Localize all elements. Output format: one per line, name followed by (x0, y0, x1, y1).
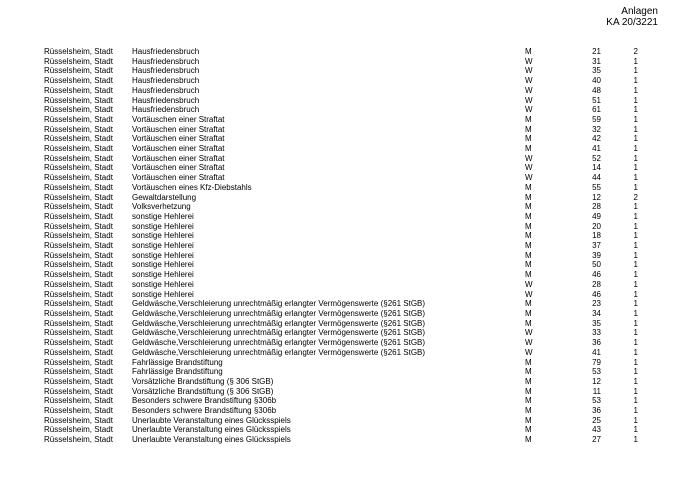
offense-cell: sonstige Hehlerei (132, 231, 194, 241)
city-cell: Rüsselsheim, Stadt (44, 221, 113, 231)
offense-cell: Vortäuschen einer Straftat (132, 124, 225, 134)
table-row (0, 57, 638, 67)
city-cell: Rüsselsheim, Stadt (44, 347, 113, 357)
table-row (0, 387, 638, 397)
offense-cell: sonstige Hehlerei (132, 221, 194, 231)
table-row (0, 377, 638, 387)
table-row (0, 173, 638, 183)
count-cell: 1 (633, 347, 638, 357)
table-row (0, 193, 638, 203)
city-cell: Rüsselsheim, Stadt (44, 144, 113, 154)
count-cell: 1 (633, 182, 638, 192)
sex-cell: M (525, 202, 532, 212)
city-cell: Rüsselsheim, Stadt (44, 153, 113, 163)
sex-cell: M (525, 211, 532, 221)
age-cell: 31 (592, 56, 601, 66)
city-cell: Rüsselsheim, Stadt (44, 66, 113, 76)
offense-cell: Geldwäsche,Verschleierung unrechtmäßig erlangter Vermögenswerte (§261 StGB) (132, 318, 426, 328)
count-cell: 1 (633, 105, 638, 115)
city-cell: Rüsselsheim, Stadt (44, 328, 113, 338)
sex-cell: M (525, 144, 532, 154)
sex-cell: M (525, 357, 532, 367)
count-cell: 1 (633, 202, 638, 212)
offense-cell: Vortäuschen einer Straftat (132, 134, 225, 144)
city-cell: Rüsselsheim, Stadt (44, 95, 113, 105)
city-cell: Rüsselsheim, Stadt (44, 279, 113, 289)
count-cell: 1 (633, 114, 638, 124)
age-cell: 79 (592, 357, 601, 367)
sex-cell: M (525, 260, 532, 270)
offense-cell: Vortäuschen einer Straftat (132, 144, 225, 154)
count-cell: 1 (633, 231, 638, 241)
sex-cell: W (525, 95, 533, 105)
table-row (0, 319, 638, 329)
age-cell: 28 (592, 279, 601, 289)
count-cell: 2 (633, 47, 638, 56)
table-row (0, 241, 638, 251)
city-cell: Rüsselsheim, Stadt (44, 163, 113, 173)
offense-cell: Hausfriedensbruch (132, 95, 200, 105)
sex-cell: M (525, 270, 532, 280)
table-row (0, 212, 638, 222)
age-cell: 21 (592, 47, 601, 56)
sex-cell: M (525, 308, 532, 318)
city-cell: Rüsselsheim, Stadt (44, 396, 113, 406)
city-cell: Rüsselsheim, Stadt (44, 231, 113, 241)
city-cell: Rüsselsheim, Stadt (44, 376, 113, 386)
sex-cell: M (525, 435, 532, 445)
age-cell: 12 (592, 192, 601, 202)
count-cell: 1 (633, 270, 638, 280)
age-cell: 48 (592, 85, 601, 95)
table-row (0, 260, 638, 270)
age-cell: 50 (592, 260, 601, 270)
city-cell: Rüsselsheim, Stadt (44, 367, 113, 377)
age-cell: 39 (592, 250, 601, 260)
table-row (0, 309, 638, 319)
age-cell: 61 (592, 105, 601, 115)
sex-cell: W (525, 163, 533, 173)
count-cell: 1 (633, 357, 638, 367)
city-cell: Rüsselsheim, Stadt (44, 124, 113, 134)
age-cell: 14 (592, 163, 601, 173)
city-cell: Rüsselsheim, Stadt (44, 338, 113, 348)
sex-cell: M (525, 415, 532, 425)
offense-cell: Geldwäsche,Verschleierung unrechtmäßig erlangter Vermögenswerte (§261 StGB) (132, 328, 426, 338)
sex-cell: W (525, 76, 533, 86)
sex-cell: M (525, 367, 532, 377)
table-row (0, 280, 638, 290)
city-cell: Rüsselsheim, Stadt (44, 134, 113, 144)
city-cell: Rüsselsheim, Stadt (44, 260, 113, 270)
city-cell: Rüsselsheim, Stadt (44, 56, 113, 66)
offense-cell: sonstige Hehlerei (132, 250, 194, 260)
age-cell: 18 (592, 231, 601, 241)
table-row (0, 144, 638, 154)
table-row (0, 105, 638, 115)
age-cell: 55 (592, 182, 601, 192)
count-cell: 1 (633, 211, 638, 221)
count-cell: 1 (633, 415, 638, 425)
count-cell: 1 (633, 95, 638, 105)
sex-cell: W (525, 279, 533, 289)
table-row (0, 202, 638, 212)
table-row (0, 425, 638, 435)
table-row (0, 231, 638, 241)
age-cell: 12 (592, 376, 601, 386)
offense-cell: Gewaltdarstellung (132, 192, 197, 202)
count-cell: 1 (633, 241, 638, 251)
count-cell: 1 (633, 173, 638, 183)
sex-cell: M (525, 386, 532, 396)
header-annex-label: Anlagen (621, 6, 658, 17)
offense-cell: Besonders schwere Brandstiftung §306b (132, 406, 277, 416)
offense-cell: Volksverhetzung (132, 202, 191, 212)
offense-cell: Vortäuschen einer Straftat (132, 173, 225, 183)
age-cell: 11 (592, 386, 601, 396)
offense-cell: Vorsätzliche Brandstiftung (§ 306 StGB) (132, 386, 274, 396)
sex-cell: W (525, 153, 533, 163)
sex-cell: M (525, 182, 532, 192)
table-row (0, 66, 638, 76)
count-cell: 1 (633, 406, 638, 416)
city-cell: Rüsselsheim, Stadt (44, 211, 113, 221)
sex-cell: M (525, 124, 532, 134)
offense-table-body (0, 47, 638, 445)
table-row (0, 163, 638, 173)
offense-cell: Vortäuschen einer Straftat (132, 114, 225, 124)
city-cell: Rüsselsheim, Stadt (44, 357, 113, 367)
city-cell: Rüsselsheim, Stadt (44, 406, 113, 416)
sex-cell: W (525, 347, 533, 357)
age-cell: 53 (592, 396, 601, 406)
table-row (0, 76, 638, 86)
table-row (0, 367, 638, 377)
count-cell: 1 (633, 134, 638, 144)
city-cell: Rüsselsheim, Stadt (44, 308, 113, 318)
age-cell: 37 (592, 241, 601, 251)
offense-cell: Geldwäsche,Verschleierung unrechtmäßig erlangter Vermögenswerte (§261 StGB) (132, 338, 426, 348)
count-cell: 2 (633, 192, 638, 202)
age-cell: 32 (592, 124, 601, 134)
city-cell: Rüsselsheim, Stadt (44, 105, 113, 115)
count-cell: 1 (633, 221, 638, 231)
age-cell: 43 (592, 425, 601, 435)
offense-cell: sonstige Hehlerei (132, 289, 194, 299)
count-cell: 1 (633, 289, 638, 299)
table-row (0, 134, 638, 144)
offense-cell: Hausfriedensbruch (132, 47, 200, 56)
age-cell: 34 (592, 308, 601, 318)
count-cell: 1 (633, 425, 638, 435)
count-cell: 1 (633, 260, 638, 270)
city-cell: Rüsselsheim, Stadt (44, 318, 113, 328)
sex-cell: M (525, 376, 532, 386)
offense-table (0, 47, 638, 445)
count-cell: 1 (633, 56, 638, 66)
count-cell: 1 (633, 386, 638, 396)
age-cell: 51 (592, 95, 601, 105)
offense-cell: Hausfriedensbruch (132, 66, 200, 76)
sex-cell: M (525, 250, 532, 260)
table-row (0, 299, 638, 309)
sex-cell: W (525, 105, 533, 115)
sex-cell: M (525, 231, 532, 241)
sex-cell: W (525, 289, 533, 299)
offense-cell: sonstige Hehlerei (132, 279, 194, 289)
age-cell: 49 (592, 211, 601, 221)
age-cell: 36 (592, 406, 601, 416)
table-row (0, 222, 638, 232)
city-cell: Rüsselsheim, Stadt (44, 270, 113, 280)
offense-cell: Vortäuschen einer Straftat (132, 163, 225, 173)
city-cell: Rüsselsheim, Stadt (44, 289, 113, 299)
age-cell: 46 (592, 270, 601, 280)
table-row (0, 328, 638, 338)
city-cell: Rüsselsheim, Stadt (44, 425, 113, 435)
document-header (606, 6, 658, 28)
count-cell: 1 (633, 124, 638, 134)
offense-cell: sonstige Hehlerei (132, 270, 194, 280)
city-cell: Rüsselsheim, Stadt (44, 192, 113, 202)
offense-cell: Hausfriedensbruch (132, 85, 200, 95)
city-cell: Rüsselsheim, Stadt (44, 241, 113, 251)
table-row (0, 96, 638, 106)
offense-cell: Vortäuschen eines Kfz-Diebstahls (132, 182, 252, 192)
count-cell: 1 (633, 66, 638, 76)
age-cell: 46 (592, 289, 601, 299)
city-cell: Rüsselsheim, Stadt (44, 47, 113, 56)
age-cell: 25 (592, 415, 601, 425)
offense-cell: Fahrlässige Brandstiftung (132, 367, 223, 377)
offense-cell: sonstige Hehlerei (132, 241, 194, 251)
city-cell: Rüsselsheim, Stadt (44, 386, 113, 396)
city-cell: Rüsselsheim, Stadt (44, 202, 113, 212)
age-cell: 41 (592, 347, 601, 357)
table-row (0, 435, 638, 445)
count-cell: 1 (633, 279, 638, 289)
age-cell: 40 (592, 76, 601, 86)
offense-cell: Unerlaubte Veranstaltung eines Glücksspiels (132, 435, 291, 445)
offense-cell: Vortäuschen einer Straftat (132, 153, 225, 163)
table-row (0, 416, 638, 426)
sex-cell: M (525, 396, 532, 406)
city-cell: Rüsselsheim, Stadt (44, 299, 113, 309)
age-cell: 27 (592, 435, 601, 445)
city-cell: Rüsselsheim, Stadt (44, 250, 113, 260)
offense-cell: Besonders schwere Brandstiftung §306b (132, 396, 277, 406)
count-cell: 1 (633, 85, 638, 95)
sex-cell: W (525, 328, 533, 338)
count-cell: 1 (633, 435, 638, 445)
age-cell: 53 (592, 367, 601, 377)
count-cell: 1 (633, 308, 638, 318)
sex-cell: M (525, 221, 532, 231)
sex-cell: M (525, 192, 532, 202)
count-cell: 1 (633, 163, 638, 173)
table-row (0, 348, 638, 358)
sex-cell: W (525, 56, 533, 66)
table-row (0, 270, 638, 280)
offense-cell: Geldwäsche,Verschleierung unrechtmäßig erlangter Vermögenswerte (§261 StGB) (132, 299, 426, 309)
offense-cell: Hausfriedensbruch (132, 105, 200, 115)
age-cell: 33 (592, 328, 601, 338)
sex-cell: M (525, 406, 532, 416)
sex-cell: W (525, 66, 533, 76)
sex-cell: M (525, 299, 532, 309)
table-row (0, 115, 638, 125)
city-cell: Rüsselsheim, Stadt (44, 114, 113, 124)
offense-cell: Fahrlässige Brandstiftung (132, 357, 223, 367)
age-cell: 20 (592, 221, 601, 231)
sex-cell: W (525, 85, 533, 95)
age-cell: 44 (592, 173, 601, 183)
table-row (0, 125, 638, 135)
count-cell: 1 (633, 376, 638, 386)
city-cell: Rüsselsheim, Stadt (44, 85, 113, 95)
city-cell: Rüsselsheim, Stadt (44, 76, 113, 86)
offense-cell: sonstige Hehlerei (132, 260, 194, 270)
sex-cell: M (525, 47, 532, 56)
table-row (0, 86, 638, 96)
sex-cell: M (525, 425, 532, 435)
sex-cell: M (525, 134, 532, 144)
age-cell: 35 (592, 318, 601, 328)
offense-cell: Unerlaubte Veranstaltung eines Glücksspiels (132, 415, 291, 425)
sex-cell: M (525, 318, 532, 328)
sex-cell: W (525, 338, 533, 348)
age-cell: 23 (592, 299, 601, 309)
age-cell: 42 (592, 134, 601, 144)
offense-cell: Hausfriedensbruch (132, 56, 200, 66)
table-row (0, 406, 638, 416)
table-row (0, 338, 638, 348)
count-cell: 1 (633, 153, 638, 163)
city-cell: Rüsselsheim, Stadt (44, 435, 113, 445)
table-row (0, 358, 638, 368)
table-row (0, 251, 638, 261)
table-row (0, 396, 638, 406)
table-row (0, 183, 638, 193)
table-row (0, 154, 638, 164)
table-row (0, 290, 638, 300)
table-row (0, 47, 638, 57)
offense-cell: Geldwäsche,Verschleierung unrechtmäßig erlangter Vermögenswerte (§261 StGB) (132, 308, 426, 318)
city-cell: Rüsselsheim, Stadt (44, 415, 113, 425)
count-cell: 1 (633, 328, 638, 338)
offense-cell: Vorsätzliche Brandstiftung (§ 306 StGB) (132, 376, 274, 386)
age-cell: 59 (592, 114, 601, 124)
age-cell: 52 (592, 153, 601, 163)
count-cell: 1 (633, 299, 638, 309)
sex-cell: W (525, 173, 533, 183)
age-cell: 41 (592, 144, 601, 154)
count-cell: 1 (633, 338, 638, 348)
count-cell: 1 (633, 250, 638, 260)
offense-cell: Geldwäsche,Verschleierung unrechtmäßig erlangter Vermögenswerte (§261 StGB) (132, 347, 426, 357)
sex-cell: M (525, 114, 532, 124)
age-cell: 35 (592, 66, 601, 76)
age-cell: 28 (592, 202, 601, 212)
count-cell: 1 (633, 318, 638, 328)
count-cell: 1 (633, 396, 638, 406)
offense-cell: sonstige Hehlerei (132, 211, 194, 221)
age-cell: 36 (592, 338, 601, 348)
offense-cell: Hausfriedensbruch (132, 76, 200, 86)
city-cell: Rüsselsheim, Stadt (44, 173, 113, 183)
count-cell: 1 (633, 76, 638, 86)
header-reference-number: KA 20/3221 (606, 17, 658, 28)
city-cell: Rüsselsheim, Stadt (44, 182, 113, 192)
sex-cell: M (525, 241, 532, 251)
count-cell: 1 (633, 367, 638, 377)
offense-cell: Unerlaubte Veranstaltung eines Glücksspiels (132, 425, 291, 435)
count-cell: 1 (633, 144, 638, 154)
